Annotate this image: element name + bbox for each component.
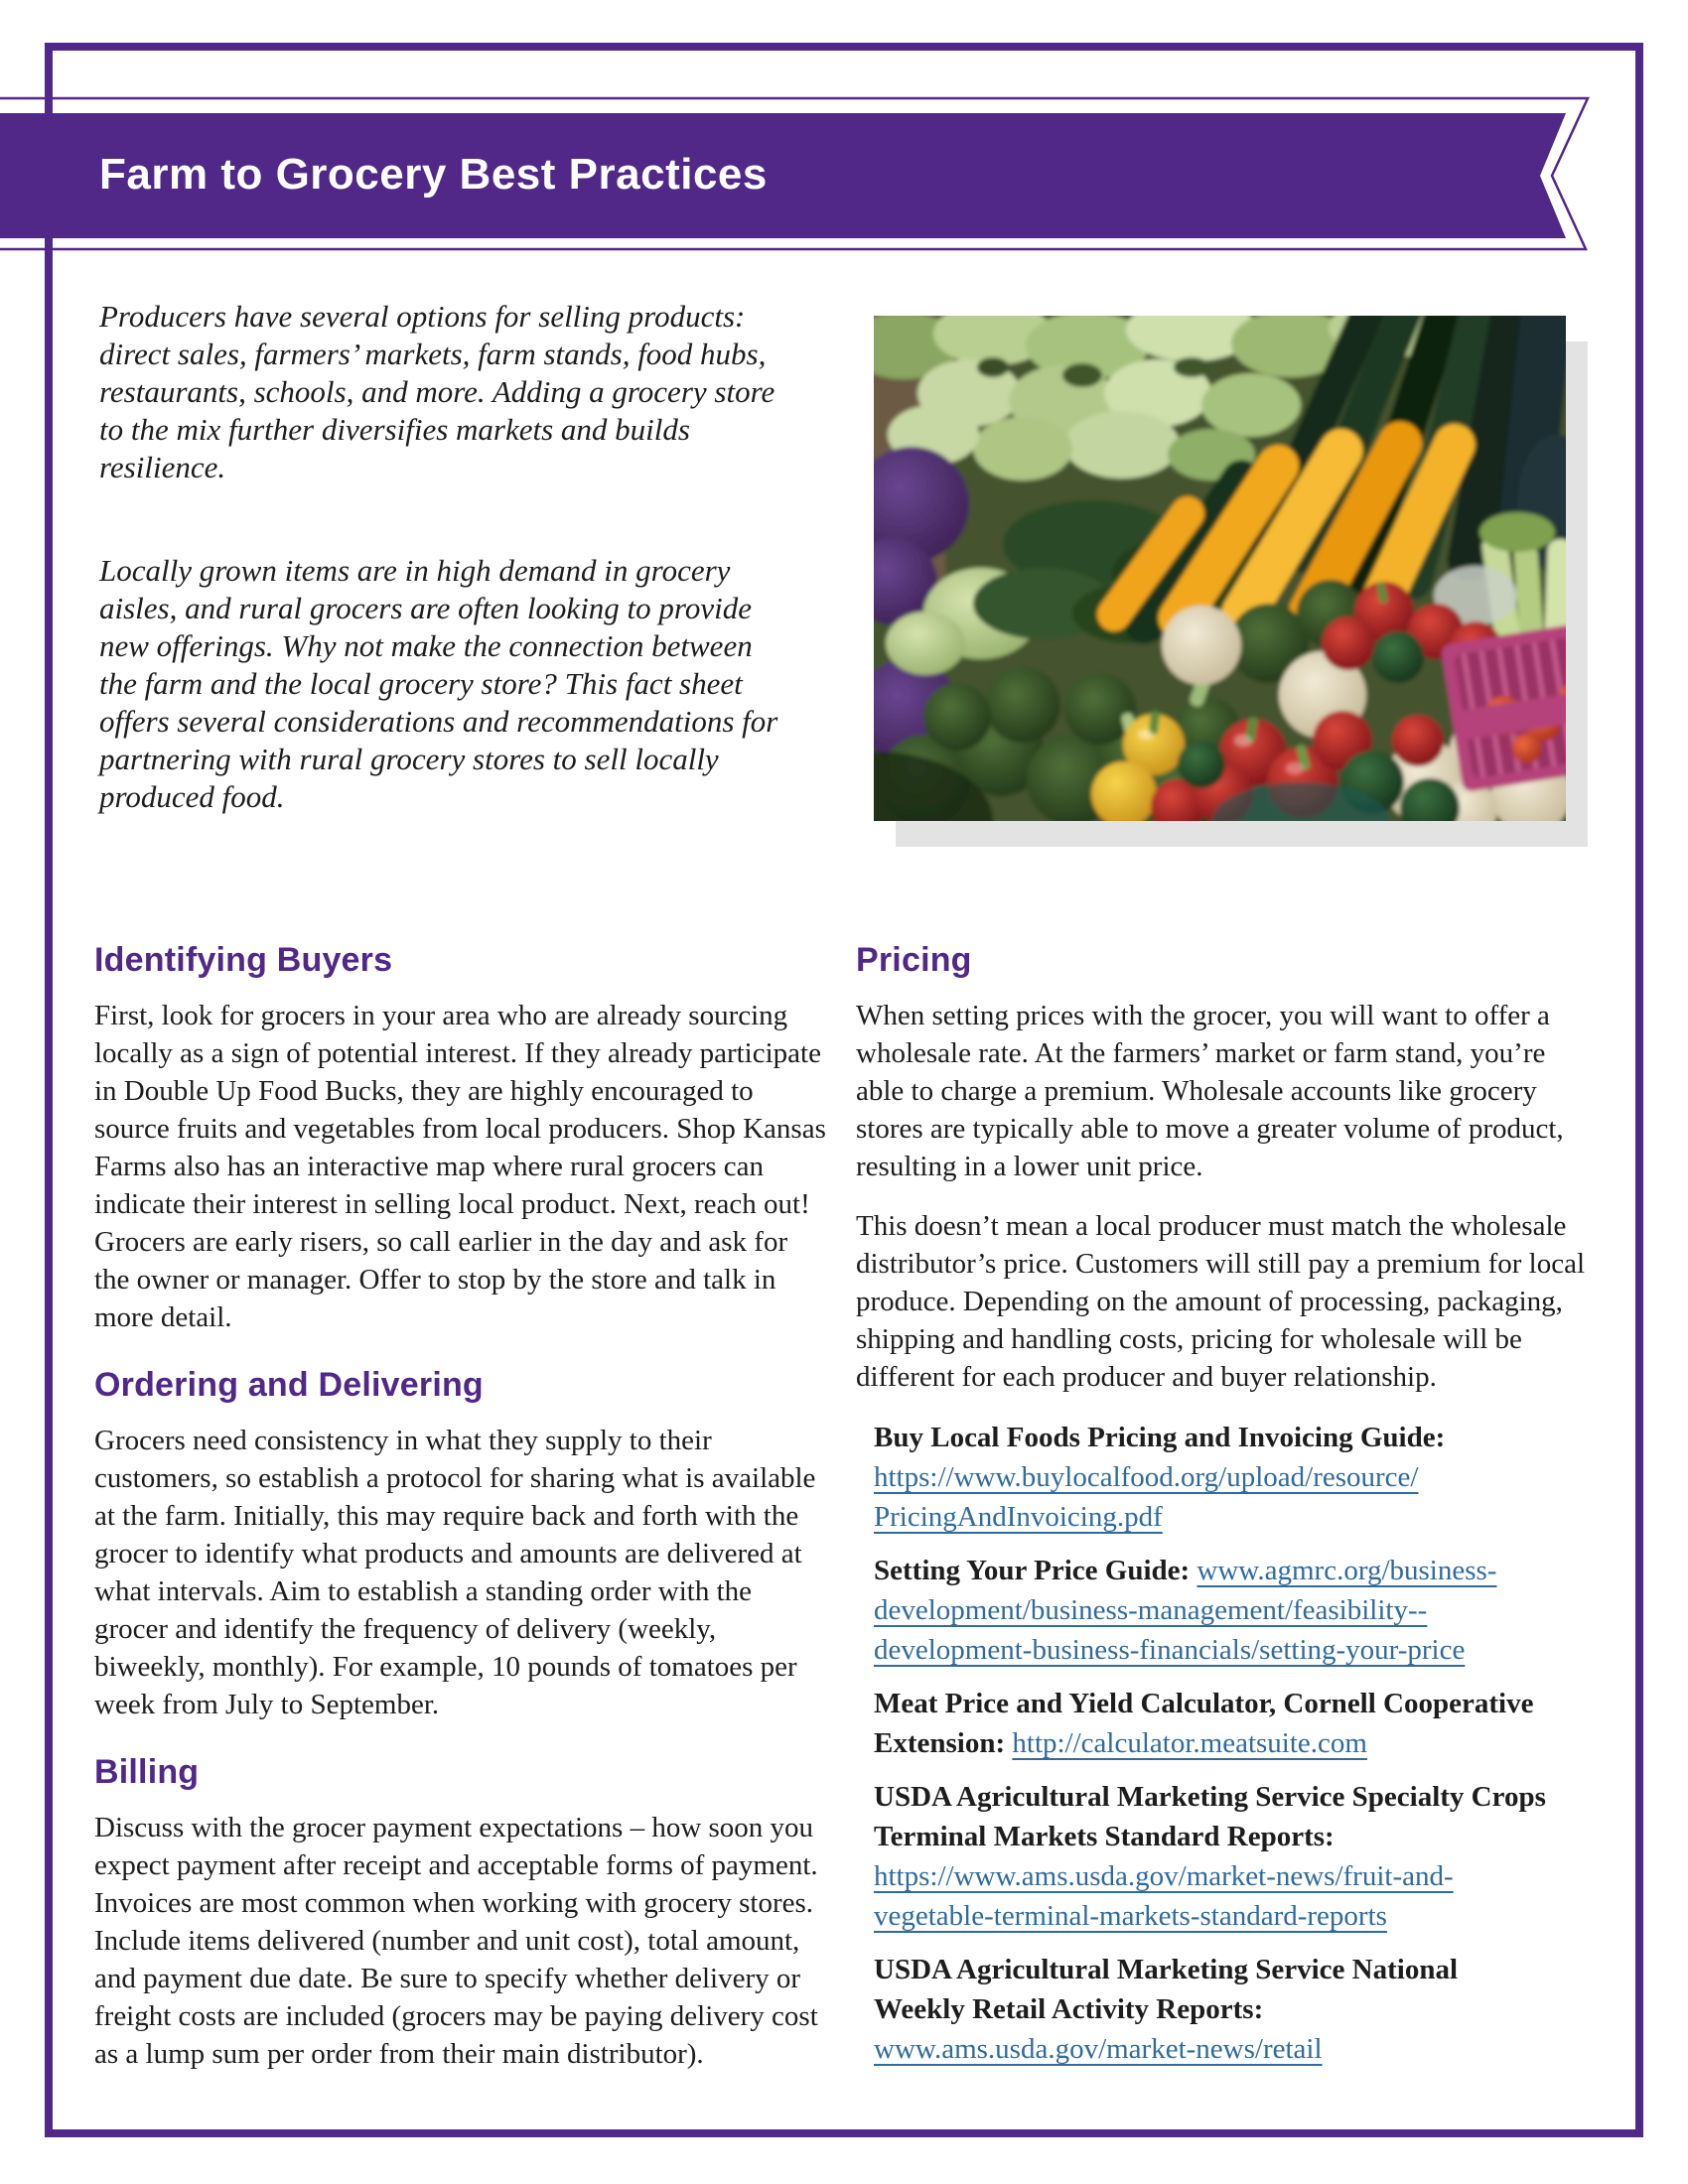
intro-paragraph-2: Locally grown items are in high demand in grocery aisles, and rural grocers are often looking to provide new offerings. Why not make the connection between the farm and the local grocery store? This fact sheet offers several considerations and recommendations for partnering with rural grocery stores to sell locally produced food.: [99, 553, 778, 814]
resource-item: [874, 1950, 1588, 2069]
resource-item: [874, 1418, 1588, 1537]
section-body: Discuss with the grocer payment expectations – how soon you expect payment after receipt and acceptable forms of payment. Invoices are most common when working with grocery stores. Include items delivered (number and unit cost), total amount, and payment due date. Be sure to specify whether delivery or freight costs are included (grocers may be paying delivery cost as a lump sum per order from their main distributor).: [94, 1812, 818, 2070]
resource-row: [874, 1989, 1588, 2029]
resource-label: Setting Your Price Guide:: [874, 1555, 1197, 1586]
resource-row: [874, 1777, 1588, 1817]
resource-link[interactable]: PricingAndInvoicing.pdf: [874, 1501, 1163, 1533]
section-heading: Pricing: [856, 941, 972, 979]
resource-label: Extension:: [874, 1727, 1013, 1759]
resource-row: [874, 1630, 1588, 1670]
section-heading: Billing: [94, 1753, 200, 1791]
resource-label: Weekly Retail Activity Reports:: [874, 1993, 1264, 2025]
resource-row: [874, 1896, 1588, 1936]
section-identifying-buyers: [94, 941, 826, 1336]
resource-item: [874, 1777, 1588, 1936]
resource-row: [874, 2029, 1588, 2069]
resource-row: [874, 1723, 1588, 1763]
resource-row: [874, 1418, 1588, 1457]
produce-illustration: [874, 316, 1566, 821]
resource-label: Meat Price and Yield Calculator, Cornell Cooperative: [874, 1688, 1534, 1719]
resource-label: Buy Local Foods Pricing and Invoicing Guide:: [874, 1422, 1446, 1453]
left-column: [94, 941, 826, 2103]
resource-row: [874, 1497, 1588, 1537]
resource-label: Terminal Markets Standard Reports:: [874, 1821, 1335, 1852]
resource-row: [874, 1684, 1588, 1723]
resource-label: USDA Agricultural Marketing Service Specialty Crops: [874, 1781, 1546, 1813]
resource-row: [874, 1590, 1588, 1630]
section-heading: Identifying Buyers: [94, 941, 393, 979]
section-body: When setting prices with the grocer, you will want to offer a wholesale rate. At the farmers’ market or farm stand, you’re able to charge a premium. Wholesale accounts like grocery stores are typically able to move a greater volume of product, resulting in a lower unit price.: [856, 1000, 1564, 1182]
section-body: This doesn’t mean a local producer must match the wholesale distributor’s price. Customers will still pay a premium for local produce. Depending on the amount of processing, packaging, shipping and handling costs, pricing for wholesale will be different for each producer and buyer relationship.: [856, 1210, 1586, 1393]
resource-row: [874, 1817, 1588, 1856]
intro-block: [99, 298, 789, 816]
resource-label: USDA Agricultural Marketing Service National: [874, 1954, 1459, 1985]
resource-row: [874, 1457, 1588, 1497]
page-title: Farm to Grocery Best Practices: [99, 150, 768, 199]
market-produce-photo: [874, 316, 1566, 821]
resource-list: [874, 1418, 1588, 2069]
section-ordering-and-delivering: [94, 1366, 826, 1723]
resource-row: [874, 1950, 1588, 1989]
resource-link[interactable]: development/business-management/feasibility--: [874, 1594, 1428, 1626]
section-billing: [94, 1753, 826, 2073]
section-body: Grocers need consistency in what they supply to their customers, so establish a protocol for sharing what is available at the farm. Initially, this may require back and forth with the grocer to identify what products and amounts are delivered at what intervals. Aim to establish a standing order with the grocer and identify the frequency of delivery (weekly, biweekly, monthly). For example, 10 pounds of tomatoes per week from July to September.: [94, 1425, 816, 1720]
section-heading: Ordering and Delivering: [94, 1366, 484, 1404]
resource-link[interactable]: development-business-financials/setting-your-price: [874, 1634, 1466, 1666]
resource-item: [874, 1551, 1588, 1670]
resource-link[interactable]: vegetable-terminal-markets-standard-reports: [874, 1900, 1387, 1932]
intro-paragraph-1: Producers have several options for selling products: direct sales, farmers’ markets, farm stands, food hubs, restaurants, schools, and more. Adding a grocery store to the mix further diversifies markets and builds resilience.: [99, 299, 775, 484]
section-body: First, look for grocers in your area who are already sourcing locally as a sign of potential interest. If they already participate in Double Up Food Bucks, they are highly encouraged to source fruits and vegetables from local producers. Shop Kansas Farms also has an interactive map where rural grocers can indicate their interest in selling local product. Next, reach out! Grocers are early risers, so call earlier in the day and ask for the owner or manager. Offer to stop by the store and talk in more detail.: [94, 1000, 826, 1333]
resource-link[interactable]: https://www.ams.usda.gov/market-news/fruit-and-: [874, 1860, 1454, 1892]
section-pricing: [856, 941, 1588, 2069]
resource-row: [874, 1551, 1588, 1590]
resource-row: [874, 1856, 1588, 1896]
resource-link[interactable]: https://www.buylocalfood.org/upload/resource/: [874, 1461, 1419, 1493]
resource-link[interactable]: www.agmrc.org/business-: [1196, 1555, 1497, 1586]
resource-link[interactable]: http://calculator.meatsuite.com: [1012, 1727, 1367, 1759]
resource-link[interactable]: www.ams.usda.gov/market-news/retail: [874, 2033, 1323, 2065]
right-column: [856, 941, 1588, 2099]
resource-item: [874, 1684, 1588, 1763]
